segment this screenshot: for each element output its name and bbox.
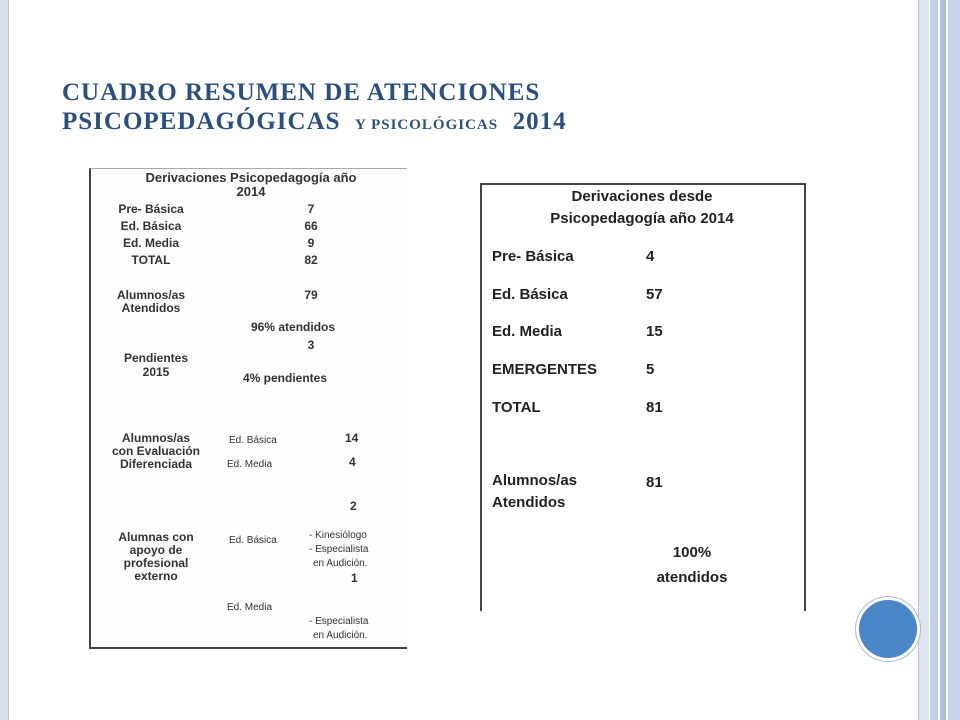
right-attended-label: Atendidos bbox=[492, 494, 566, 511]
left-pending-label: Pendientes bbox=[123, 351, 189, 365]
slide-frame-right-stripe bbox=[940, 0, 946, 720]
left-diff-label: con Evaluación bbox=[111, 444, 201, 458]
right-attended-pct-word: atendidos bbox=[656, 569, 728, 586]
left-ext-item: en Audición. bbox=[313, 558, 368, 569]
slide-frame-right-stripe bbox=[948, 0, 960, 720]
left-row-label: Ed. Básica bbox=[120, 219, 182, 233]
right-row-label: Ed. Media bbox=[492, 323, 563, 340]
left-ext-label: externo bbox=[134, 569, 178, 583]
left-attended-pct bbox=[251, 321, 335, 334]
left-diff-basica-label: Ed. Básica bbox=[229, 435, 277, 446]
left-table-header-line2: 2014 bbox=[236, 184, 266, 199]
decorative-circle-icon bbox=[856, 597, 920, 661]
title-small-caps: Y PSICOLÓGICAS bbox=[355, 117, 499, 133]
right-row-label: Pre- Básica bbox=[492, 248, 574, 265]
right-row-value: 5 bbox=[646, 361, 655, 378]
left-pending-value: 3 bbox=[307, 338, 315, 352]
left-diff-media-value: 4 bbox=[349, 455, 356, 469]
left-ext-label: Alumnas con bbox=[118, 530, 194, 544]
left-diff-media-label: Ed. Media bbox=[227, 459, 273, 470]
left-diff-basica-value: 14 bbox=[345, 431, 359, 445]
left-row-value: 66 bbox=[304, 219, 318, 233]
title-line-2 bbox=[62, 107, 882, 140]
title-line-1: CUADRO RESUMEN DE ATENCIONES bbox=[62, 79, 541, 106]
right-table-header-line1: Derivaciones desde bbox=[571, 188, 713, 205]
left-ext-item: - Especialista bbox=[309, 616, 369, 627]
left-attended-pct-word: atendidos bbox=[278, 320, 336, 334]
left-attended-value: 79 bbox=[304, 288, 318, 302]
right-row-label: Ed. Básica bbox=[492, 286, 568, 303]
left-diff-label: Diferenciada bbox=[119, 457, 193, 471]
left-ext-count: 2 bbox=[350, 499, 357, 513]
right-summary-table bbox=[480, 183, 806, 611]
left-ext-media-label: Ed. Media bbox=[227, 602, 273, 613]
right-table-header-line2: Psicopedagogía año 2014 bbox=[550, 210, 734, 227]
left-pending-pct: 4% pendientes bbox=[243, 371, 328, 385]
right-attended-label: Alumnos/as bbox=[492, 472, 578, 489]
right-row-value: 81 bbox=[646, 399, 663, 416]
slide-frame-right-stripe bbox=[918, 0, 929, 720]
left-ext-label: profesional bbox=[123, 556, 189, 570]
left-ext-item: en Audición. bbox=[313, 630, 368, 641]
left-row-value: 82 bbox=[304, 253, 318, 267]
left-row-label: Ed. Media bbox=[122, 236, 179, 250]
left-ext-count: 1 bbox=[351, 571, 358, 585]
left-ext-item: - Kinesiólogo bbox=[309, 530, 367, 541]
left-diff-label: Alumnos/as bbox=[121, 431, 190, 445]
left-ext-item: - Especialista bbox=[309, 544, 369, 555]
title-main-word: PSICOPEDAGÓGICAS bbox=[62, 108, 341, 135]
left-ext-basica-label: Ed. Básica bbox=[229, 535, 277, 546]
left-pending-label: 2015 bbox=[142, 365, 170, 379]
title-year: 2014 bbox=[512, 108, 567, 135]
left-attended-pct-value: 96% bbox=[251, 320, 276, 334]
left-row-value: 9 bbox=[307, 236, 315, 250]
left-row-label: Pre- Básica bbox=[118, 202, 184, 216]
right-row-label: TOTAL bbox=[492, 399, 541, 416]
left-ext-label: apoyo de bbox=[129, 543, 183, 557]
right-row-value: 15 bbox=[646, 323, 663, 340]
right-row-value: 57 bbox=[646, 286, 663, 303]
left-attended-label: Atendidos bbox=[121, 301, 181, 315]
slide-frame-left-border bbox=[0, 0, 9, 720]
left-attended-label: Alumnos/as bbox=[116, 288, 185, 302]
right-row-value: 4 bbox=[646, 248, 655, 265]
left-summary-table bbox=[89, 168, 407, 649]
right-attended-value: 81 bbox=[646, 474, 663, 491]
slide-frame-right-stripe bbox=[930, 0, 938, 720]
right-attended-pct: 100% bbox=[672, 544, 712, 561]
left-row-value: 7 bbox=[307, 202, 315, 216]
left-row-label: TOTAL bbox=[131, 253, 171, 267]
right-row-label: EMERGENTES bbox=[492, 361, 598, 378]
left-table-header-line1: Derivaciones Psicopedagogía año bbox=[145, 170, 357, 185]
slide-title bbox=[62, 78, 882, 140]
